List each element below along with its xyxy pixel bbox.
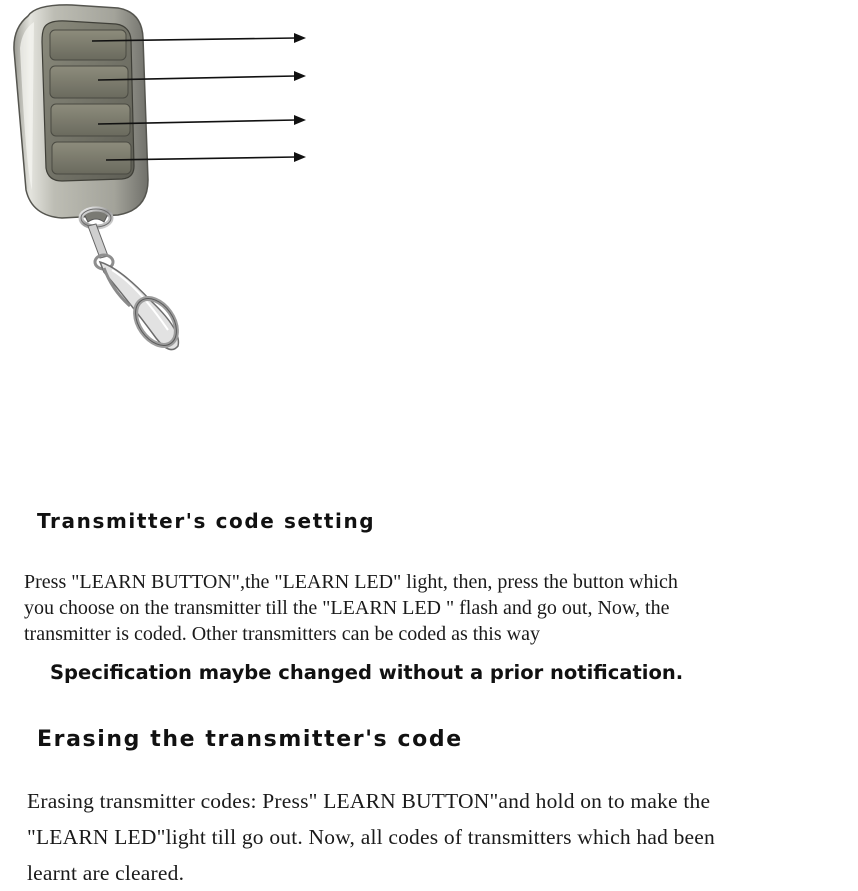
erasing-heading: Erasing the transmitter's code (37, 727, 463, 752)
code-setting-line-3: transmitter is coded. Other transmitters can be coded as this way (24, 623, 540, 645)
remote-transmitter-figure (0, 0, 330, 360)
remote-button-2 (50, 66, 128, 98)
remote-transmitter-image (0, 0, 330, 360)
erasing-paragraph (27, 783, 855, 891)
remote-button-3 (51, 104, 130, 136)
erasing-line-3: learnt are cleared. (27, 861, 185, 885)
erasing-line-1: Erasing transmitter codes: Press" LEARN BUTTON"and hold on to make the (27, 789, 711, 813)
code-setting-line-2: you choose on the transmitter till the "LEARN LED " flash and go out, Now, the (24, 597, 670, 619)
specification-notice: Specification maybe changed without a prior notification. (50, 661, 684, 684)
code-setting-line-1: Press "LEARN BUTTON",the "LEARN LED" light, then, press the button which (24, 571, 678, 593)
erasing-line-2: "LEARN LED"light till go out. Now, all codes of transmitters which had been (27, 825, 715, 849)
code-setting-paragraph (24, 569, 844, 647)
remote-button-1 (50, 30, 126, 60)
keyring-icon (81, 209, 185, 353)
remote-button-4 (52, 142, 131, 174)
code-setting-heading: Transmitter's code setting (37, 509, 376, 533)
